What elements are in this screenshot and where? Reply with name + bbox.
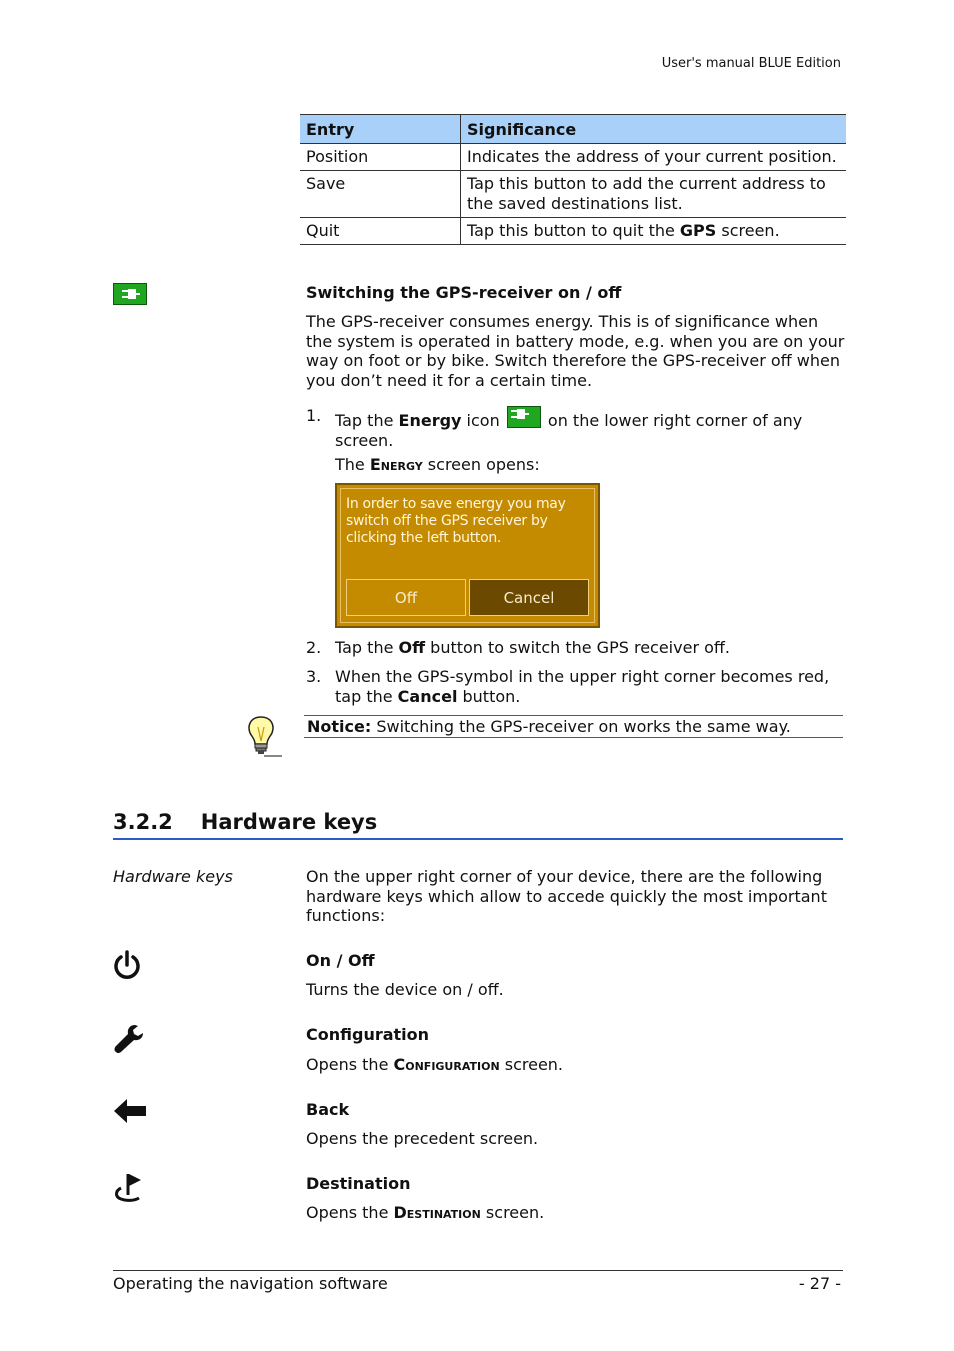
entry-cell: Save: [300, 171, 461, 218]
footer-rule: [113, 1270, 843, 1271]
notice-label: Notice:: [307, 717, 372, 736]
screen-opens-text: [335, 455, 540, 474]
screen-opens-post: screen opens:: [422, 455, 540, 474]
notice-text: Switching the GPS-receiver on works the same way.: [371, 717, 791, 736]
key-description-pre: Opens the: [306, 1203, 394, 1222]
key-title: Configuration: [306, 1025, 430, 1044]
significance-text-end: screen.: [716, 221, 780, 240]
key-description: [306, 1055, 563, 1074]
table-row: [300, 144, 846, 171]
footer-title: Operating the navigation software: [113, 1274, 388, 1293]
significance-cell: [461, 218, 847, 245]
page-number: - 27 -: [798, 1274, 841, 1293]
energy-bold: Energy: [398, 411, 462, 430]
energy-paragraph: The GPS-receiver consumes energy. This is of significance when the system is operated in battery mode, e.g. when you are on your way on foot or by bike. Switch therefore the GPS-receiver off when you don’t need it for a certain time.: [306, 312, 845, 390]
wrench-icon: [113, 1023, 145, 1059]
energy-dialog: [335, 483, 600, 628]
step-text-post: on the lower right corner of any screen.: [335, 411, 803, 450]
dialog-message: In order to save energy you may switch off the GPS receiver by clicking the left button.: [346, 496, 566, 546]
entry-cell: Quit: [300, 218, 461, 245]
step-number: 3.: [306, 667, 322, 686]
energy-section-title: Switching the GPS-receiver on / off: [306, 283, 622, 302]
significance-text: Tap this button to quit the: [467, 221, 680, 240]
column-header-entry: Entry: [300, 115, 461, 144]
energy-plug-icon: [507, 406, 541, 428]
key-description-post: screen.: [499, 1055, 564, 1074]
cancel-button[interactable]: Cancel: [469, 579, 589, 616]
table-row: [300, 171, 846, 218]
key-description-pre: Opens the: [306, 1055, 394, 1074]
significance-cell: Indicates the address of your current position.: [461, 144, 847, 171]
step-text-mid: icon: [461, 411, 500, 430]
off-bold: Off: [398, 638, 426, 657]
key-description-post: screen.: [480, 1203, 545, 1222]
key-description: [306, 1203, 544, 1222]
step-text-pre: Tap the: [335, 411, 399, 430]
step-text-pre: When the GPS-symbol in the upper right corner becomes red, tap the: [335, 667, 830, 706]
destination-screen-name: Destination: [393, 1203, 481, 1222]
step-text-pre: Tap the: [335, 638, 399, 657]
energy-plug-icon: [113, 283, 147, 305]
step-text-post: button to switch the GPS receiver off.: [425, 638, 730, 657]
table-header-row: [300, 115, 846, 144]
key-description: Turns the device on / off.: [306, 980, 504, 999]
step-text-post: button.: [457, 686, 521, 706]
key-title: Destination: [306, 1174, 411, 1193]
back-arrow-icon: [113, 1098, 147, 1128]
cancel-bold: Cancel: [397, 686, 458, 706]
entries-table: [300, 114, 846, 245]
step-text: [335, 406, 845, 450]
significance-cell: Tap this button to add the current address to the saved destinations list.: [461, 171, 847, 218]
step-number: 1.: [306, 406, 322, 425]
notice-box: [304, 715, 843, 738]
key-title: Back: [306, 1100, 350, 1119]
gps-bold: GPS: [679, 221, 717, 240]
step-number: 2.: [306, 638, 322, 657]
margin-label: Hardware keys: [113, 867, 233, 886]
table-row: [300, 218, 846, 245]
destination-flag-icon: [113, 1171, 145, 1207]
step-text: [335, 638, 845, 658]
energy-screen-name: Energy: [369, 455, 423, 474]
configuration-screen-name: Configuration: [393, 1055, 500, 1074]
screen-opens-pre: The: [335, 455, 370, 474]
section-number: 3.2.2: [113, 810, 173, 834]
running-header: User's manual BLUE Edition: [661, 56, 841, 71]
hardware-intro: On the upper right corner of your device, there are the following hardware keys which allow to accede quickly the most important functions:: [306, 867, 827, 925]
section-heading: [113, 810, 843, 840]
column-header-significance: Significance: [461, 115, 847, 144]
section-title: Hardware keys: [200, 810, 378, 834]
off-button[interactable]: Off: [346, 579, 466, 616]
power-icon: [113, 950, 141, 984]
lightbulb-icon: [244, 715, 284, 763]
key-title: On / Off: [306, 951, 375, 970]
entry-cell: Position: [300, 144, 461, 171]
key-description: Opens the precedent screen.: [306, 1129, 539, 1148]
step-text: [335, 667, 845, 706]
